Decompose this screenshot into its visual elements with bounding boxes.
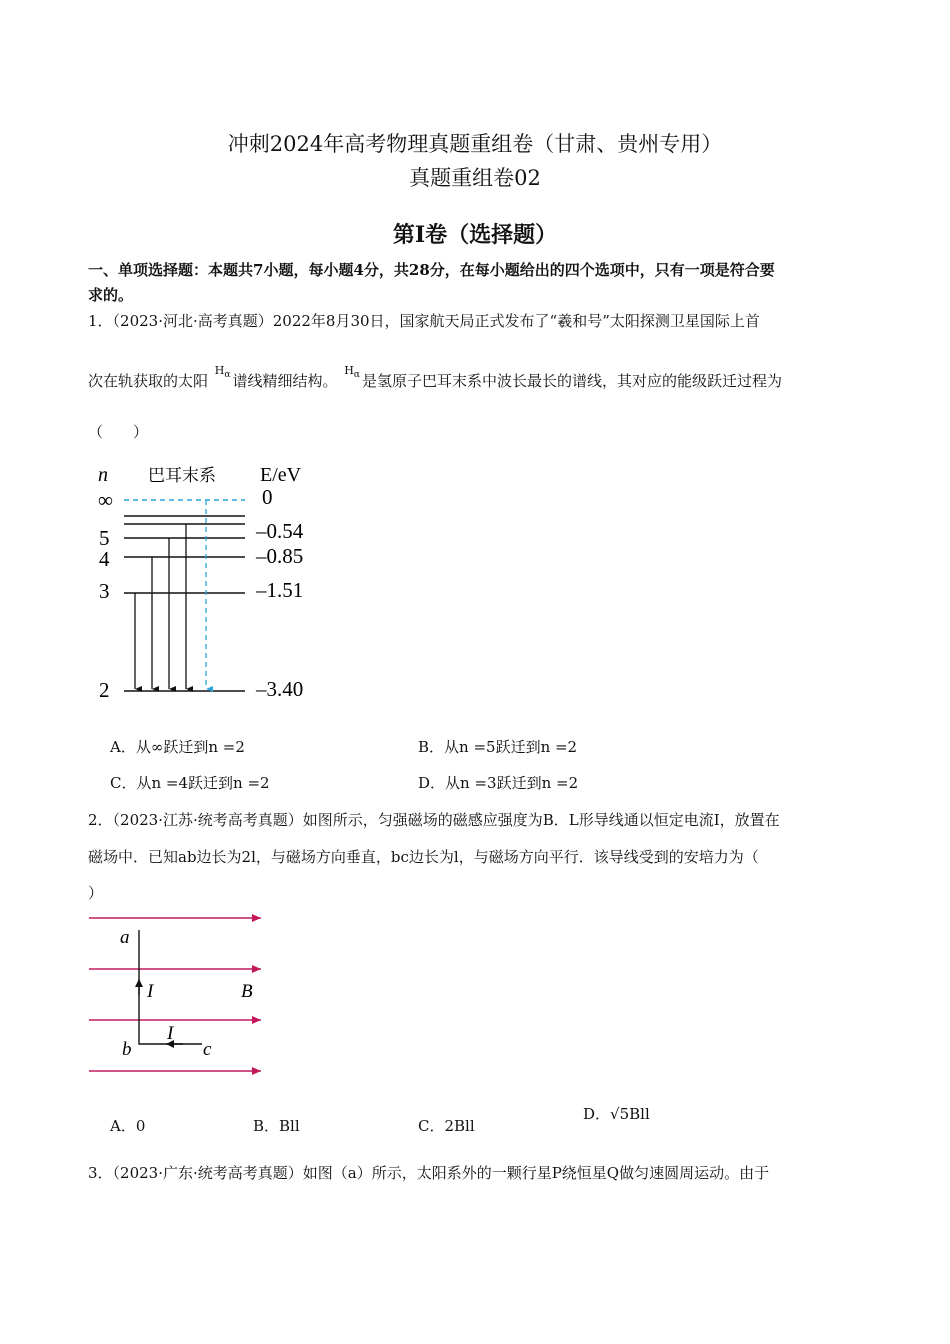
section-title: 第I卷（选择题）: [392, 222, 558, 248]
h-alpha-symbol: [215, 364, 231, 380]
energy-value: –3.40: [256, 677, 304, 701]
page-subtitle: 真题重组卷02: [409, 166, 541, 190]
q1-answer-paren: （ ）: [88, 423, 149, 441]
current-label: I: [167, 1023, 174, 1044]
energy-level-diagram: [90, 455, 330, 705]
part-heading-cont: 求的。: [88, 286, 134, 304]
n-label: 5: [99, 526, 110, 550]
page-title: 冲刺2024年高考物理真题重组卷（甘肃、贵州专用）: [227, 132, 723, 156]
magnetic-field-diagram: [85, 905, 270, 1085]
point-c-label: c: [203, 1039, 212, 1060]
q1-text-part: 谱线精细结构。: [232, 372, 338, 390]
q1-option-a[interactable]: A．从∞跃迁到n =2: [110, 738, 245, 756]
n-label: 3: [99, 579, 110, 603]
q2-option-b[interactable]: B．Bll: [253, 1117, 300, 1135]
current-label: I: [147, 981, 154, 1002]
q2-text-line2: 磁场中．已知ab边长为2l，与磁场方向垂直，bc边长为l，与磁场方向平行．该导线受到的安培力为（: [88, 848, 759, 866]
q2-option-a[interactable]: A．0: [110, 1117, 146, 1135]
n-label: ∞: [98, 488, 113, 512]
n-label: 2: [99, 678, 110, 702]
energy-axis-label: E/eV: [260, 464, 302, 486]
alpha-subscript: α: [224, 370, 231, 380]
q1-text-part: 是氢原子巴耳末系中波长最长的谱线，其对应的能级跃迁过程为: [361, 372, 782, 390]
h-letter: H: [214, 364, 225, 377]
q2-text-line3: ）: [88, 884, 104, 902]
q2-text: 2．（2023·江苏·统考高考真题）如图所示，匀强磁场的磁感应强度为B．L形导线通以恒定电流I，放置在: [88, 811, 780, 829]
energy-value: –1.51: [256, 578, 304, 602]
energy-value: –0.85: [256, 544, 304, 568]
n-label: 4: [99, 547, 110, 571]
part-heading: 一、单项选择题：本题共7小题，每小题4分，共28分，在每小题给出的四个选项中，只有一项是符合要: [88, 261, 775, 279]
q2-option-d[interactable]: D．√5Bll: [583, 1105, 650, 1123]
field-b-label: B: [241, 981, 253, 1002]
energy-value: –0.54: [256, 519, 304, 543]
h-letter: H: [344, 364, 354, 377]
q1-option-c[interactable]: C．从n =4跃迁到n =2: [110, 774, 270, 792]
q1-option-d[interactable]: D．从n =3跃迁到n =2: [418, 774, 579, 792]
q3-text: 3．（2023·广东·统考高考真题）如图（a）所示，太阳系外的一颗行星P绕恒星Q做匀速圆周运动。由于: [88, 1164, 770, 1182]
point-b-label: b: [122, 1039, 132, 1060]
n-axis-label: n: [98, 464, 108, 486]
alpha-subscript: α: [353, 370, 360, 380]
q2-option-c[interactable]: C．2Bll: [418, 1117, 475, 1135]
point-a-label: a: [120, 927, 130, 948]
q1-option-b[interactable]: B．从n =5跃迁到n =2: [418, 738, 578, 756]
energy-value: 0: [262, 485, 273, 509]
q1-text-part: 次在轨获取的太阳: [88, 372, 209, 390]
series-label: 巴耳末系: [148, 466, 216, 485]
q1-text-line2: [88, 364, 782, 392]
q1-text: 1．（2023·河北·高考真题）2022年8月30日，国家航天局正式发布了“羲和号”太阳探测卫星国际上首: [88, 312, 760, 330]
h-alpha-symbol: [344, 364, 360, 380]
